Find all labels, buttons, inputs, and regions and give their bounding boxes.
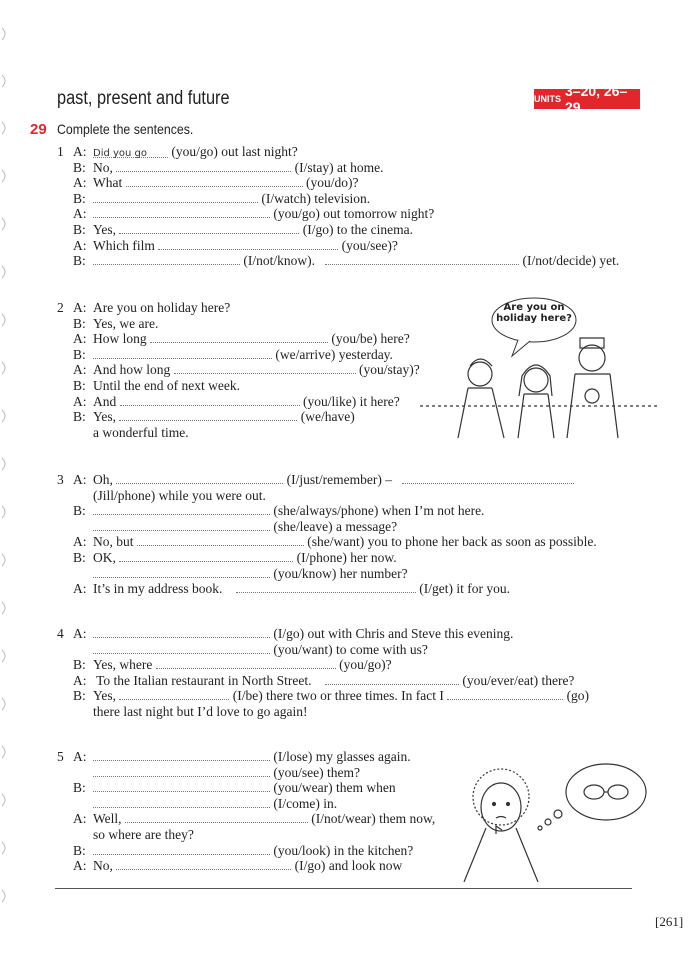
units-prefix: UNITS bbox=[534, 94, 561, 104]
line-content bbox=[93, 811, 435, 827]
line-text: there last night but I’d love to go again! bbox=[93, 703, 308, 719]
speaker-label: B: bbox=[73, 159, 86, 175]
line-text: It’s in my address book. bbox=[93, 581, 236, 597]
answer-blank[interactable] bbox=[119, 409, 297, 421]
answer-blank[interactable] bbox=[447, 688, 563, 700]
line-content bbox=[93, 843, 413, 859]
item-number: 5 bbox=[57, 749, 64, 764]
line-text: (Jill/phone) while you were out. bbox=[93, 487, 266, 503]
line-text: (you/ever/eat) there? bbox=[459, 672, 575, 688]
line-text: (you/do)? bbox=[302, 175, 359, 191]
line-content bbox=[93, 765, 360, 781]
line-text: (I/not/decide) yet. bbox=[519, 253, 620, 269]
line-content bbox=[93, 191, 370, 207]
line-text: Which film bbox=[93, 237, 159, 253]
answer-blank[interactable] bbox=[93, 626, 270, 638]
line-content bbox=[93, 657, 392, 673]
dialogue-line bbox=[0, 673, 700, 689]
line-content bbox=[93, 144, 298, 160]
speaker-label: A: bbox=[73, 393, 87, 409]
line-content bbox=[93, 472, 574, 488]
answer-blank[interactable] bbox=[156, 657, 336, 669]
dialogue-line bbox=[0, 566, 700, 582]
line-content bbox=[93, 160, 383, 176]
speaker-label: A: bbox=[73, 237, 87, 253]
line-text: (go) bbox=[563, 688, 590, 704]
line-content bbox=[93, 626, 513, 642]
line-text: (I/go) out with Chris and Steve this evening. bbox=[270, 626, 514, 641]
speaker-label: B: bbox=[73, 377, 86, 393]
speaker-label: B: bbox=[73, 221, 86, 237]
speaker-label: B: bbox=[73, 409, 86, 425]
item-number: 2 bbox=[57, 300, 64, 315]
item-number: 4 bbox=[57, 626, 64, 641]
answer-blank[interactable] bbox=[93, 503, 270, 515]
dialogue-line bbox=[0, 206, 700, 222]
line-text: (I/stay) at home. bbox=[291, 159, 384, 175]
line-text: so where are they? bbox=[93, 826, 194, 842]
answer-blank[interactable] bbox=[93, 642, 270, 654]
answer-blank[interactable] bbox=[150, 331, 328, 343]
line-text: (I/be) there two or three times. In fact I bbox=[229, 688, 448, 704]
line-content bbox=[93, 394, 400, 410]
line-text: (she/leave) a message? bbox=[270, 518, 398, 534]
line-text: (she/want) you to phone her back as soon as possible. bbox=[303, 534, 597, 550]
exercise-item-3 bbox=[0, 472, 700, 597]
exercise-item-4 bbox=[0, 626, 700, 720]
answer-blank[interactable] bbox=[174, 362, 356, 374]
line-text: Well, bbox=[93, 811, 125, 827]
answer-blank[interactable] bbox=[93, 765, 270, 777]
speaker-label: A: bbox=[73, 175, 87, 191]
exercise-item-1 bbox=[0, 144, 700, 269]
line-content bbox=[93, 704, 307, 720]
line-text: Yes, bbox=[93, 409, 120, 425]
line-text: Yes, bbox=[93, 688, 120, 704]
line-text: No, bbox=[93, 858, 117, 874]
line-text: (I/get) it for you. bbox=[415, 581, 510, 597]
answer-blank[interactable] bbox=[120, 394, 300, 406]
line-text: (I/not/wear) them now, bbox=[307, 811, 436, 827]
line-content bbox=[93, 827, 194, 843]
speech-bubble-text: Are you on holiday here? bbox=[496, 302, 572, 324]
dialogue-line bbox=[0, 144, 700, 160]
line-text: (I/come) in. bbox=[270, 795, 338, 811]
dialogue-line bbox=[0, 519, 700, 535]
line-text: OK, bbox=[93, 549, 120, 565]
line-text: (you/stay)? bbox=[355, 362, 420, 378]
speaker-label: A: bbox=[73, 472, 87, 487]
line-content bbox=[93, 858, 402, 874]
speaker-label: A: bbox=[73, 300, 87, 315]
line-text: (you/see) them? bbox=[270, 764, 360, 780]
speaker-label: B: bbox=[73, 253, 86, 269]
line-text: (you/go)? bbox=[335, 657, 392, 673]
item-number: 1 bbox=[57, 144, 64, 159]
answer-blank[interactable] bbox=[125, 811, 308, 823]
line-text: (I/watch) television. bbox=[258, 190, 371, 206]
line-text: a wonderful time. bbox=[93, 424, 189, 440]
answer-blank[interactable] bbox=[116, 160, 291, 172]
exercise-instruction: Complete the sentences. bbox=[57, 121, 194, 137]
line-content bbox=[93, 749, 411, 765]
answer-blank[interactable] bbox=[325, 253, 519, 265]
glasses-illustration bbox=[446, 752, 651, 882]
line-text: (you/see)? bbox=[338, 237, 398, 253]
answer-blank[interactable] bbox=[116, 858, 291, 870]
speaker-label: B: bbox=[73, 657, 86, 673]
line-content bbox=[93, 347, 393, 363]
line-content bbox=[93, 581, 510, 597]
line-text: (I/not/know). bbox=[240, 253, 326, 269]
line-text: And bbox=[93, 393, 120, 409]
answer-blank[interactable] bbox=[93, 519, 270, 531]
line-content bbox=[93, 316, 158, 332]
line-content bbox=[93, 780, 396, 796]
answer-blank[interactable] bbox=[93, 749, 270, 761]
dialogue-line bbox=[0, 175, 700, 191]
line-content bbox=[93, 238, 398, 254]
line-text: No, bbox=[93, 159, 117, 175]
dialogue-line bbox=[0, 657, 700, 673]
line-content bbox=[93, 566, 408, 582]
answer-blank[interactable] bbox=[93, 191, 258, 203]
speaker-label: B: bbox=[73, 346, 86, 362]
dialogue-line bbox=[0, 472, 700, 488]
line-text: (I/go) and look now bbox=[291, 858, 403, 874]
line-content bbox=[93, 206, 434, 222]
line-text: Yes, where bbox=[93, 657, 156, 673]
line-text: (I/lose) my glasses again. bbox=[270, 749, 411, 764]
line-text: Are you on holiday here? bbox=[93, 300, 231, 315]
line-text: (you/know) her number? bbox=[270, 565, 408, 581]
line-text: No, but bbox=[93, 534, 137, 550]
speaker-label: B: bbox=[73, 190, 86, 206]
answer-blank[interactable] bbox=[93, 566, 270, 578]
answer-blank[interactable] bbox=[93, 253, 240, 265]
units-range: 3–20, 26–29 bbox=[565, 83, 628, 115]
exercise-number: 29 bbox=[30, 121, 47, 138]
line-text: (I/go) to the cinema. bbox=[299, 221, 413, 237]
dialogue-line bbox=[0, 704, 700, 720]
speaker-label: B: bbox=[73, 503, 86, 519]
line-content bbox=[93, 409, 355, 425]
line-content bbox=[93, 534, 597, 550]
speaker-label: A: bbox=[73, 672, 87, 688]
line-text: (I/phone) her now. bbox=[293, 549, 397, 565]
dialogue-line bbox=[0, 550, 700, 566]
line-content bbox=[93, 222, 413, 238]
speaker-label: B: bbox=[73, 549, 86, 565]
line-text: (we/have) bbox=[297, 409, 355, 425]
dialogue-line bbox=[0, 503, 700, 519]
item-number: 3 bbox=[57, 472, 64, 487]
bottom-rule bbox=[55, 888, 632, 889]
answer-blank[interactable] bbox=[116, 472, 283, 484]
line-content bbox=[93, 331, 410, 347]
page-title: past, present and future bbox=[57, 88, 230, 109]
line-text: What bbox=[93, 175, 126, 191]
dialogue-line bbox=[0, 534, 700, 550]
answer-blank[interactable] bbox=[158, 238, 338, 250]
line-content bbox=[93, 503, 484, 519]
line-text: (you/wear) them when bbox=[270, 780, 396, 796]
answer-blank[interactable] bbox=[93, 206, 270, 218]
line-content bbox=[93, 300, 230, 316]
line-content bbox=[93, 175, 358, 191]
answer-blank[interactable] bbox=[119, 688, 229, 700]
speaker-label: B: bbox=[73, 842, 86, 858]
line-text: Until the end of next week. bbox=[93, 377, 240, 393]
answer-blank[interactable] bbox=[93, 843, 270, 855]
line-content bbox=[93, 488, 266, 504]
speaker-label: A: bbox=[73, 581, 87, 597]
line-text: Yes, bbox=[93, 221, 120, 237]
line-content bbox=[93, 550, 397, 566]
line-text: (you/go) out tomorrow night? bbox=[270, 206, 435, 222]
units-badge bbox=[534, 83, 640, 115]
line-content bbox=[93, 253, 619, 269]
line-content bbox=[93, 688, 589, 704]
answer-blank[interactable] bbox=[325, 673, 459, 685]
dialogue-line bbox=[0, 581, 700, 597]
speaker-label: B: bbox=[73, 315, 86, 331]
dialogue-line bbox=[0, 160, 700, 176]
page-number: [261] bbox=[655, 914, 684, 929]
speaker-label: B: bbox=[73, 688, 86, 704]
line-text: (you/want) to come with us? bbox=[270, 641, 428, 657]
answer-blank[interactable] bbox=[93, 796, 270, 808]
line-text: Yes, we are. bbox=[93, 315, 159, 331]
line-text: And how long bbox=[93, 362, 174, 378]
line-text: (she/always/phone) when I’m not here. bbox=[270, 503, 485, 519]
line-text: (you/look) in the kitchen? bbox=[270, 842, 414, 858]
dialogue-line bbox=[0, 191, 700, 207]
speaker-label: A: bbox=[73, 144, 87, 159]
line-content bbox=[93, 796, 337, 812]
speaker-label: A: bbox=[73, 534, 87, 550]
line-text: (we/arrive) yesterday. bbox=[272, 346, 393, 362]
dialogue-line bbox=[0, 488, 700, 504]
line-text: (I/just/remember) – bbox=[283, 472, 403, 487]
line-text: (you/like) it here? bbox=[299, 393, 400, 409]
line-content bbox=[93, 378, 240, 394]
speaker-label: B: bbox=[73, 780, 86, 796]
speaker-label: A: bbox=[73, 362, 87, 378]
answer-blank[interactable] bbox=[93, 780, 270, 792]
speaker-label: A: bbox=[73, 626, 87, 641]
dialogue-line bbox=[0, 238, 700, 254]
answer-blank[interactable] bbox=[119, 550, 293, 562]
answer-blank[interactable] bbox=[402, 472, 574, 484]
dialogue-line bbox=[0, 222, 700, 238]
dialogue-line bbox=[0, 253, 700, 269]
answer-blank[interactable] bbox=[137, 534, 304, 546]
speaker-label: A: bbox=[73, 749, 87, 764]
holiday-illustration bbox=[420, 296, 660, 442]
line-text: (you/be) here? bbox=[328, 331, 410, 347]
answer-blank[interactable] bbox=[93, 347, 272, 359]
example-answer: Did you go bbox=[93, 146, 168, 158]
answer-blank[interactable] bbox=[126, 175, 303, 187]
line-content bbox=[93, 362, 420, 378]
speaker-label: A: bbox=[73, 331, 87, 347]
speaker-label: A: bbox=[73, 858, 87, 874]
line-text: How long bbox=[93, 331, 150, 347]
speaker-label: A: bbox=[73, 811, 87, 827]
answer-blank[interactable] bbox=[119, 222, 299, 234]
line-text: (you/go) out last night? bbox=[168, 144, 298, 159]
dialogue-line bbox=[0, 626, 700, 642]
answer-blank[interactable] bbox=[236, 581, 416, 593]
speaker-label: A: bbox=[73, 206, 87, 222]
line-content bbox=[93, 673, 574, 689]
line-text: Oh, bbox=[93, 472, 117, 487]
line-content bbox=[93, 519, 397, 535]
dialogue-line bbox=[0, 642, 700, 658]
dialogue-line bbox=[0, 688, 700, 704]
line-content bbox=[93, 642, 428, 658]
line-content bbox=[93, 425, 189, 441]
line-text: To the Italian restaurant in North Street. bbox=[93, 672, 325, 688]
